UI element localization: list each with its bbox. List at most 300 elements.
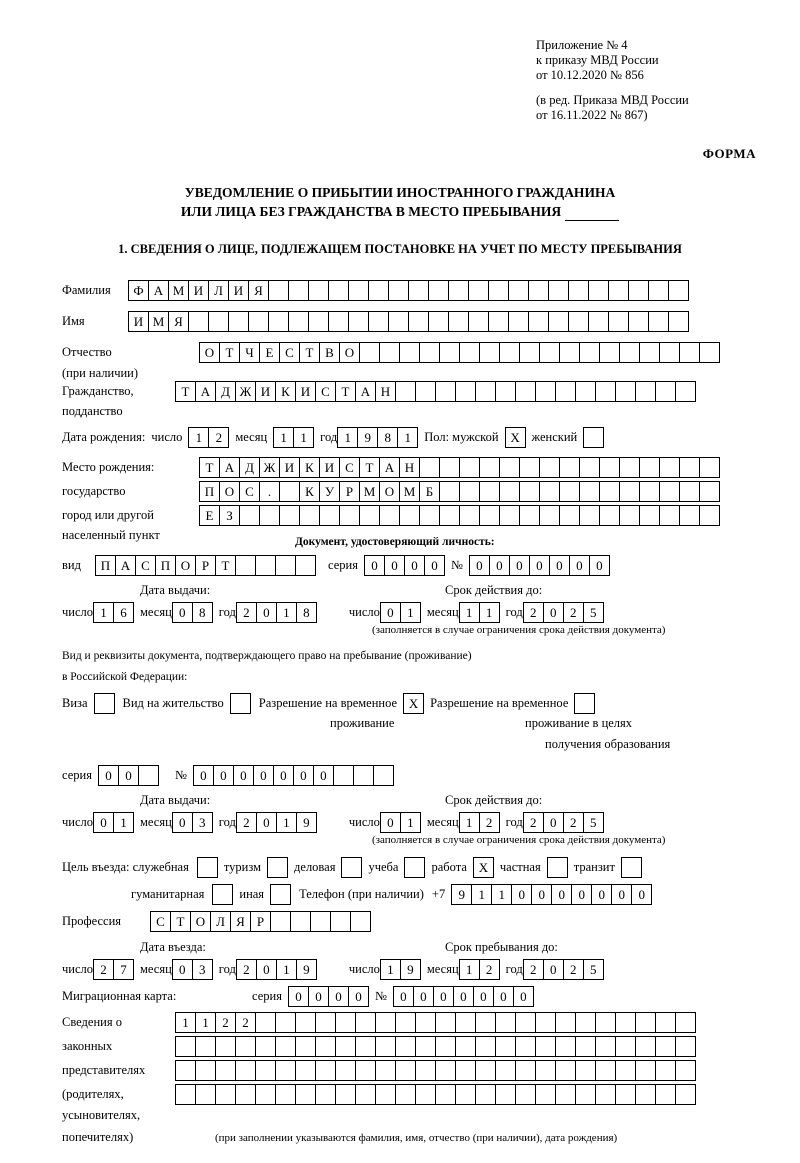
cell[interactable]: 5 xyxy=(583,959,604,980)
cell[interactable]: О xyxy=(379,481,400,502)
cell[interactable] xyxy=(459,481,480,502)
cell[interactable] xyxy=(388,280,409,301)
cell[interactable]: 2 xyxy=(523,602,544,623)
input-birth-state[interactable] xyxy=(199,457,720,478)
input-birth-month[interactable] xyxy=(273,427,314,448)
cell[interactable]: 0 xyxy=(611,884,632,905)
cell[interactable] xyxy=(555,1084,576,1105)
cell[interactable]: 0 xyxy=(293,765,314,786)
cell[interactable]: 0 xyxy=(543,602,564,623)
checkbox-purpose-work[interactable]: X xyxy=(473,857,494,878)
cell[interactable]: 0 xyxy=(313,765,334,786)
cell[interactable] xyxy=(615,1084,636,1105)
cell[interactable] xyxy=(295,1060,316,1081)
cell[interactable]: 0 xyxy=(233,765,254,786)
cell[interactable]: С xyxy=(315,381,336,402)
cell[interactable] xyxy=(215,1036,236,1057)
cell[interactable] xyxy=(255,1084,276,1105)
cell[interactable]: П xyxy=(155,555,176,576)
cell[interactable] xyxy=(419,342,440,363)
cell[interactable] xyxy=(195,1060,216,1081)
cell[interactable] xyxy=(648,311,669,332)
cell[interactable] xyxy=(699,457,720,478)
cell[interactable] xyxy=(308,280,329,301)
cell[interactable] xyxy=(668,280,689,301)
cell[interactable] xyxy=(548,280,569,301)
cell[interactable]: . xyxy=(259,481,280,502)
input-legal-reps-line-3[interactable] xyxy=(175,1060,696,1081)
cell[interactable]: 2 xyxy=(523,959,544,980)
cell[interactable]: С xyxy=(150,911,171,932)
cell[interactable] xyxy=(479,457,500,478)
cell[interactable] xyxy=(239,505,260,526)
cell[interactable]: 0 xyxy=(98,765,119,786)
cell[interactable]: О xyxy=(339,342,360,363)
cell[interactable] xyxy=(508,311,529,332)
cell[interactable] xyxy=(655,1012,676,1033)
input-doc-valid-year[interactable] xyxy=(523,602,604,623)
cell[interactable] xyxy=(499,342,520,363)
cell[interactable]: М xyxy=(359,481,380,502)
cell[interactable] xyxy=(655,1084,676,1105)
cell[interactable]: 2 xyxy=(236,959,257,980)
cell[interactable] xyxy=(648,280,669,301)
cell[interactable]: А xyxy=(379,457,400,478)
cell[interactable] xyxy=(515,1060,536,1081)
cell[interactable] xyxy=(215,1060,236,1081)
cell[interactable] xyxy=(288,280,309,301)
cell[interactable] xyxy=(495,1060,516,1081)
cell[interactable]: 0 xyxy=(531,884,552,905)
cell[interactable]: Т xyxy=(175,381,196,402)
cell[interactable]: С xyxy=(239,481,260,502)
cell[interactable] xyxy=(615,381,636,402)
cell[interactable] xyxy=(308,311,329,332)
input-doc-valid-month[interactable] xyxy=(459,602,500,623)
cell[interactable]: 1 xyxy=(276,812,297,833)
cell[interactable]: 0 xyxy=(529,555,550,576)
cell[interactable] xyxy=(608,311,629,332)
cell[interactable]: 0 xyxy=(513,986,534,1007)
cell[interactable] xyxy=(639,342,660,363)
cell[interactable]: 0 xyxy=(404,555,425,576)
cell[interactable]: Е xyxy=(199,505,220,526)
cell[interactable] xyxy=(379,342,400,363)
cell[interactable] xyxy=(235,1060,256,1081)
cell[interactable] xyxy=(495,1084,516,1105)
checkbox-residence-permit[interactable] xyxy=(230,693,251,714)
cell[interactable] xyxy=(268,280,289,301)
cell[interactable] xyxy=(419,457,440,478)
cell[interactable] xyxy=(519,457,540,478)
cell[interactable]: Р xyxy=(195,555,216,576)
cell[interactable] xyxy=(435,1060,456,1081)
input-doc-kind[interactable] xyxy=(95,555,316,576)
cell[interactable] xyxy=(315,1060,336,1081)
cell[interactable]: Ф xyxy=(128,280,149,301)
cell[interactable] xyxy=(579,342,600,363)
cell[interactable] xyxy=(559,481,580,502)
cell[interactable] xyxy=(455,1060,476,1081)
checkbox-purpose-study[interactable] xyxy=(404,857,425,878)
cell[interactable]: А xyxy=(219,457,240,478)
cell[interactable] xyxy=(439,505,460,526)
cell[interactable]: 0 xyxy=(93,812,114,833)
cell[interactable] xyxy=(175,1084,196,1105)
cell[interactable]: 2 xyxy=(563,959,584,980)
cell[interactable] xyxy=(439,457,460,478)
cell[interactable] xyxy=(599,505,620,526)
cell[interactable]: Т xyxy=(335,381,356,402)
cell[interactable]: К xyxy=(299,457,320,478)
cell[interactable]: 1 xyxy=(400,812,421,833)
cell[interactable] xyxy=(368,311,389,332)
cell[interactable]: 0 xyxy=(172,602,193,623)
cell[interactable]: Т xyxy=(359,457,380,478)
cell[interactable]: 1 xyxy=(400,602,421,623)
cell[interactable]: Д xyxy=(215,381,236,402)
cell[interactable] xyxy=(268,311,289,332)
cell[interactable] xyxy=(579,505,600,526)
cell[interactable] xyxy=(619,342,640,363)
cell[interactable] xyxy=(655,1036,676,1057)
cell[interactable] xyxy=(595,1060,616,1081)
cell[interactable]: Я xyxy=(230,911,251,932)
cell[interactable] xyxy=(290,911,311,932)
cell[interactable] xyxy=(328,280,349,301)
cell[interactable] xyxy=(699,505,720,526)
cell[interactable] xyxy=(535,1084,556,1105)
cell[interactable] xyxy=(535,1060,556,1081)
cell[interactable] xyxy=(619,457,640,478)
cell[interactable] xyxy=(355,1012,376,1033)
cell[interactable]: П xyxy=(199,481,220,502)
cell[interactable]: А xyxy=(148,280,169,301)
cell[interactable] xyxy=(675,1060,696,1081)
cell[interactable]: А xyxy=(355,381,376,402)
cell[interactable] xyxy=(619,505,640,526)
cell[interactable] xyxy=(488,280,509,301)
cell[interactable] xyxy=(275,1036,296,1057)
cell[interactable]: 0 xyxy=(493,986,514,1007)
input-entry-day[interactable] xyxy=(93,959,134,980)
cell[interactable] xyxy=(595,381,616,402)
cell[interactable] xyxy=(350,911,371,932)
cell[interactable] xyxy=(555,1036,576,1057)
cell[interactable] xyxy=(628,280,649,301)
cell[interactable] xyxy=(699,481,720,502)
cell[interactable]: 0 xyxy=(380,602,401,623)
input-permit-valid-day[interactable] xyxy=(380,812,421,833)
cell[interactable] xyxy=(595,1084,616,1105)
cell[interactable] xyxy=(555,1012,576,1033)
cell[interactable]: О xyxy=(190,911,211,932)
cell[interactable] xyxy=(679,342,700,363)
cell[interactable]: 1 xyxy=(276,959,297,980)
checkbox-purpose-business[interactable] xyxy=(341,857,362,878)
cell[interactable]: И xyxy=(279,457,300,478)
cell[interactable]: К xyxy=(275,381,296,402)
cell[interactable]: М xyxy=(148,311,169,332)
cell[interactable]: 0 xyxy=(591,884,612,905)
cell[interactable] xyxy=(395,381,416,402)
cell[interactable]: Н xyxy=(375,381,396,402)
cell[interactable] xyxy=(635,381,656,402)
cell[interactable]: 6 xyxy=(113,602,134,623)
cell[interactable]: 0 xyxy=(589,555,610,576)
cell[interactable]: 0 xyxy=(453,986,474,1007)
cell[interactable] xyxy=(468,311,489,332)
cell[interactable] xyxy=(428,280,449,301)
cell[interactable] xyxy=(435,1012,456,1033)
input-doc-issue-year[interactable] xyxy=(236,602,317,623)
input-birth-day[interactable] xyxy=(188,427,229,448)
cell[interactable] xyxy=(448,311,469,332)
input-legal-reps-line-4[interactable] xyxy=(175,1084,696,1105)
cell[interactable]: П xyxy=(95,555,116,576)
cell[interactable]: 0 xyxy=(473,986,494,1007)
cell[interactable] xyxy=(248,311,269,332)
cell[interactable]: 2 xyxy=(93,959,114,980)
cell[interactable]: 1 xyxy=(175,1012,196,1033)
input-stay-day[interactable] xyxy=(380,959,421,980)
cell[interactable]: 9 xyxy=(451,884,472,905)
cell[interactable]: 0 xyxy=(413,986,434,1007)
input-profession[interactable] xyxy=(150,911,371,932)
cell[interactable] xyxy=(575,1060,596,1081)
cell[interactable]: 0 xyxy=(273,765,294,786)
cell[interactable]: С xyxy=(135,555,156,576)
cell[interactable] xyxy=(299,505,320,526)
cell[interactable] xyxy=(359,505,380,526)
input-surname[interactable] xyxy=(128,280,689,301)
cell[interactable]: 3 xyxy=(192,812,213,833)
input-legal-reps-line-1[interactable] xyxy=(175,1012,696,1033)
cell[interactable] xyxy=(675,1084,696,1105)
cell[interactable]: 8 xyxy=(296,602,317,623)
cell[interactable] xyxy=(639,481,660,502)
cell[interactable] xyxy=(599,481,620,502)
cell[interactable] xyxy=(310,911,331,932)
cell[interactable]: 0 xyxy=(569,555,590,576)
cell[interactable] xyxy=(415,1060,436,1081)
cell[interactable] xyxy=(395,1084,416,1105)
cell[interactable] xyxy=(599,342,620,363)
cell[interactable] xyxy=(295,555,316,576)
cell[interactable] xyxy=(270,911,291,932)
cell[interactable] xyxy=(588,280,609,301)
cell[interactable] xyxy=(138,765,159,786)
cell[interactable] xyxy=(255,1012,276,1033)
cell[interactable] xyxy=(175,1036,196,1057)
cell[interactable] xyxy=(559,342,580,363)
cell[interactable] xyxy=(375,1012,396,1033)
cell[interactable] xyxy=(539,481,560,502)
cell[interactable] xyxy=(275,1012,296,1033)
cell[interactable]: 2 xyxy=(563,602,584,623)
cell[interactable] xyxy=(295,1084,316,1105)
input-permit-issue-day[interactable] xyxy=(93,812,134,833)
cell[interactable] xyxy=(535,381,556,402)
cell[interactable] xyxy=(539,342,560,363)
cell[interactable] xyxy=(335,1036,356,1057)
cell[interactable]: 5 xyxy=(583,812,604,833)
cell[interactable] xyxy=(655,381,676,402)
cell[interactable] xyxy=(575,1084,596,1105)
cell[interactable] xyxy=(459,342,480,363)
cell[interactable] xyxy=(568,311,589,332)
cell[interactable] xyxy=(408,280,429,301)
cell[interactable]: Е xyxy=(259,342,280,363)
cell[interactable]: 0 xyxy=(549,555,570,576)
cell[interactable] xyxy=(659,457,680,478)
cell[interactable] xyxy=(595,1012,616,1033)
cell[interactable] xyxy=(519,342,540,363)
cell[interactable] xyxy=(215,1084,236,1105)
cell[interactable] xyxy=(279,481,300,502)
cell[interactable] xyxy=(415,1036,436,1057)
input-permit-series[interactable] xyxy=(98,765,159,786)
cell[interactable]: О xyxy=(199,342,220,363)
cell[interactable]: Т xyxy=(170,911,191,932)
cell[interactable] xyxy=(275,1084,296,1105)
cell[interactable]: 0 xyxy=(393,986,414,1007)
cell[interactable]: 2 xyxy=(479,959,500,980)
input-name[interactable] xyxy=(128,311,689,332)
cell[interactable] xyxy=(575,1012,596,1033)
cell[interactable] xyxy=(415,1084,436,1105)
cell[interactable]: Ж xyxy=(235,381,256,402)
cell[interactable]: 0 xyxy=(193,765,214,786)
cell[interactable] xyxy=(188,311,209,332)
cell[interactable]: 0 xyxy=(172,812,193,833)
cell[interactable]: Т xyxy=(215,555,236,576)
cell[interactable] xyxy=(679,505,700,526)
cell[interactable] xyxy=(208,311,229,332)
input-doc-series[interactable] xyxy=(364,555,445,576)
cell[interactable] xyxy=(515,1084,536,1105)
checkbox-purpose-humanitarian[interactable] xyxy=(212,884,233,905)
cell[interactable] xyxy=(659,342,680,363)
cell[interactable] xyxy=(455,381,476,402)
input-stay-month[interactable] xyxy=(459,959,500,980)
cell[interactable]: 2 xyxy=(236,602,257,623)
cell[interactable]: И xyxy=(295,381,316,402)
cell[interactable]: У xyxy=(319,481,340,502)
input-permit-valid-year[interactable] xyxy=(523,812,604,833)
cell[interactable]: 9 xyxy=(296,812,317,833)
cell[interactable]: Н xyxy=(399,457,420,478)
cell[interactable]: К xyxy=(299,481,320,502)
checkbox-sex-female[interactable] xyxy=(583,427,604,448)
cell[interactable] xyxy=(555,381,576,402)
cell[interactable] xyxy=(330,911,351,932)
input-citizenship[interactable] xyxy=(175,381,696,402)
cell[interactable]: 1 xyxy=(188,427,209,448)
cell[interactable] xyxy=(619,481,640,502)
cell[interactable] xyxy=(455,1036,476,1057)
cell[interactable] xyxy=(355,1060,376,1081)
cell[interactable] xyxy=(559,505,580,526)
cell[interactable] xyxy=(333,765,354,786)
cell[interactable] xyxy=(499,481,520,502)
input-legal-reps-line-2[interactable] xyxy=(175,1036,696,1057)
checkbox-purpose-service[interactable] xyxy=(197,857,218,878)
cell[interactable] xyxy=(335,1060,356,1081)
input-migration-number[interactable] xyxy=(393,986,534,1007)
cell[interactable]: 0 xyxy=(253,765,274,786)
cell[interactable]: Р xyxy=(250,911,271,932)
cell[interactable]: 0 xyxy=(364,555,385,576)
cell[interactable] xyxy=(679,457,700,478)
cell[interactable]: 0 xyxy=(256,812,277,833)
cell[interactable] xyxy=(668,311,689,332)
cell[interactable]: Р xyxy=(339,481,360,502)
cell[interactable] xyxy=(295,1036,316,1057)
checkbox-purpose-transit[interactable] xyxy=(621,857,642,878)
cell[interactable]: 9 xyxy=(400,959,421,980)
cell[interactable] xyxy=(435,1036,456,1057)
cell[interactable]: И xyxy=(188,280,209,301)
cell[interactable] xyxy=(479,481,500,502)
cell[interactable]: 2 xyxy=(236,812,257,833)
cell[interactable]: 0 xyxy=(551,884,572,905)
cell[interactable]: 1 xyxy=(273,427,294,448)
cell[interactable]: С xyxy=(279,342,300,363)
checkbox-edu-residence[interactable] xyxy=(574,693,595,714)
input-doc-number[interactable] xyxy=(469,555,610,576)
cell[interactable] xyxy=(575,1036,596,1057)
cell[interactable]: О xyxy=(219,481,240,502)
cell[interactable] xyxy=(479,505,500,526)
cell[interactable] xyxy=(275,555,296,576)
cell[interactable]: 0 xyxy=(380,812,401,833)
cell[interactable] xyxy=(515,1012,536,1033)
cell[interactable]: 0 xyxy=(288,986,309,1007)
cell[interactable] xyxy=(353,765,374,786)
cell[interactable] xyxy=(659,505,680,526)
cell[interactable] xyxy=(408,311,429,332)
input-permit-valid-month[interactable] xyxy=(459,812,500,833)
cell[interactable]: М xyxy=(168,280,189,301)
cell[interactable]: Л xyxy=(208,280,229,301)
cell[interactable]: 2 xyxy=(208,427,229,448)
cell[interactable] xyxy=(315,1084,336,1105)
cell[interactable] xyxy=(373,765,394,786)
input-doc-issue-month[interactable] xyxy=(172,602,213,623)
cell[interactable]: Я xyxy=(168,311,189,332)
cell[interactable] xyxy=(279,505,300,526)
input-permit-issue-year[interactable] xyxy=(236,812,317,833)
cell[interactable]: 2 xyxy=(563,812,584,833)
cell[interactable] xyxy=(655,1060,676,1081)
cell[interactable] xyxy=(255,1036,276,1057)
cell[interactable] xyxy=(348,280,369,301)
cell[interactable] xyxy=(675,381,696,402)
cell[interactable]: 5 xyxy=(583,602,604,623)
cell[interactable]: И xyxy=(228,280,249,301)
cell[interactable] xyxy=(355,1036,376,1057)
cell[interactable] xyxy=(175,1060,196,1081)
cell[interactable] xyxy=(315,1012,336,1033)
cell[interactable]: 0 xyxy=(256,959,277,980)
checkbox-purpose-private[interactable] xyxy=(547,857,568,878)
cell[interactable] xyxy=(459,505,480,526)
cell[interactable] xyxy=(428,311,449,332)
cell[interactable] xyxy=(528,311,549,332)
cell[interactable] xyxy=(195,1084,216,1105)
cell[interactable]: 0 xyxy=(511,884,532,905)
